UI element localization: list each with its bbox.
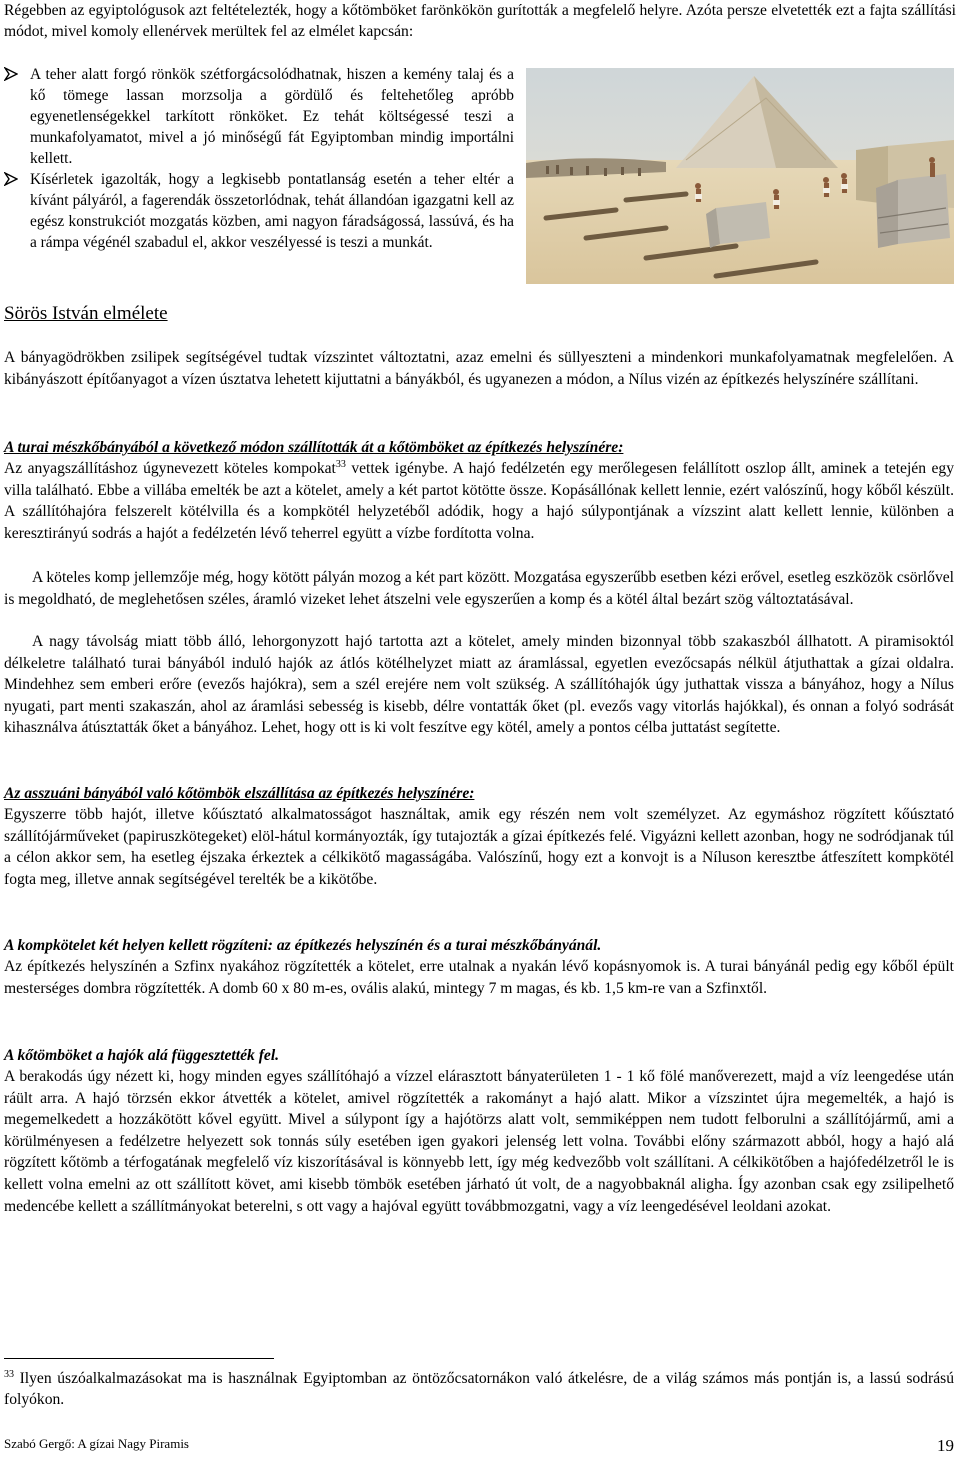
bullet-list [4,64,514,253]
footnote-reference: 33 [335,458,346,470]
subheading: A kompkötelet két helyen kellett rögzíteni: az építkezés helyszínén és a turai mészkőbányánál. [4,937,602,954]
bullet-text: Kísérletek igazolták, hogy a legkisebb pontatlanság esetén a teher eltér a kívánt pályáról, a fagerendák összetorlódnak, tehát állandóan igazgatni kell az egész konstrukciót mozgatás közben, ami nagyon fáradságossá, lassúvá, és ha a rámpa végénél szabadul el, akkor veszélyessé is teszi a munkát. [30,171,514,251]
page-number: 19 [937,1436,954,1455]
arrow-bullet-icon [4,172,18,186]
pyramid-construction-illustration [526,68,954,284]
footer-author-title: Szabó Gergő: A gízai Nagy Piramis [4,1436,189,1451]
bullet-item-2 [4,169,514,253]
footnote-divider [4,1358,274,1359]
paragraph: Egyszerre több hajót, illetve kőúsztató alkalmatosságot használtak, amik egy részén nem volt személyzet. Az egymáshoz rögzített kőúsztató szállítójárműveket (papiruszkötegeket) elöl-hátul kormányozták, így tutajozták a gízai építkezés felé. Vigyázni kellett azonban, hogy ne sodródjanak túl a célon akkor sem, ha esetleg éjszaka érkeztek a célkikötő magasságába. Valószínű, hogy ezt a konvojt is a Níluson keresztbe átfeszített kompkötél fogta meg, illetve annak segítségével terelték be a kikötőbe. [4,806,954,888]
footnote: $^{33}$ Ilyen úszóalkalmazásokat ma is használnak Egyiptomban az öntözőcsatornákon való átkelésre, de a világ számos más pontján is, a lassú sodrású folyókon. [4,1368,954,1408]
subheading: A kőtömböket a hajók alá függesztették fel. [4,1047,280,1064]
paragraph: A köteles komp jellemzője még, hogy kötött pályán mozog a két part között. Mozgatása egyszerűbb esetben kézi erővel, esetleg eszközök csörlővel is megoldható, de meglehetősen széles, áramló vizeket lehet átszelni vele egyszerűen a komp és a kötél által bezárt szög változtatásával. [4,569,954,608]
subheading: A turai mészkőbányából a következő módon szállították át a kőtömböket az építkezés helyszínére: [4,439,624,456]
arrow-bullet-icon [4,67,18,81]
footnote-number: 33 [4,1368,14,1380]
section-title: Sörös István elmélete [4,303,168,324]
subheading: Az asszuáni bányából való kőtömbök elszállítása az építkezés helyszínére: [4,785,475,802]
paragraph: A berakodás úgy nézett ki, hogy minden egyes szállítóhajó a vízzel elárasztott bányaterületen 1 - 1 kő fölé manőverezett, majd a víz leengedése után ráült arra. A hajó törzsén ekkor átvették a kötelet, amivel rögzítették a rakományt a hajó alatt. Mikor a vízszintet újra megemelték, a hajó is megemelkedett a hozzákötött kővel együtt. Mivel a súlypont így a hajótörzs alatt volt, semmiképpen nem tudott felborulni a szállítójármű, ami a körülményesen a fedélzetre helyezett sok tonnás súly esetében igen gyakori jelenség lett volna. További előny származott abból, hogy a hajó alá rögzített kőtömb a térfogatának megfelelő víz kiszorításával is könnyebb lett, így még kedvezőbb volt szállítani. A célkikötőben a hajófedélzetről le is kellett volna emelni az ott szállított követ, ami kisebb tömbök esetében járható út volt, de a nagyobbaknál aligha. Így azonban csak egy zsilipelhető medencébe kellett a szállítmányokat beterelni, s ott vagy a hajóval együtt továbbmozgatni, vagy a víz leengedésével leoldani azokat. [4,1068,954,1215]
paragraph: Az anyagszállításhoz úgynevezett köteles kompokat$^{33}$ vettek igénybe. A hajó fedélzetén egy merőlegesen felállított oszlop állt, aminek a tetején egy villa található. Ebbe a villába emelték be azt a kötelet, amely a két partot kötötte össze. Kopásállónak kellett lennie, ezért valószínű, hogy kőből készült. A szállítóhajóra felszerelt kötélvilla és a kompkötél helyzetéből adódik, hogy a hajó súlypontjának a vízszint alatt kellett lennie, különben a keresztirányú sodrás a hajót a fedélzetén lévő teherrel együtt a vízbe fordította volna. [4,458,954,542]
bullet-text: A teher alatt forgó rönkök szétforgácsolódhatnak, hiszen a kemény talaj és a kő tömege lassan morzsolja a gördülő és feltehetőleg apróbb egyenetlenségekkel tarkított rönköket. Ez tehát költségessé teszi a munkafolyamatot, mivel a jó minőségű fát Egyiptomban mindig importálni kellett. [30,66,514,167]
intro-paragraph: Régebben az egyiptológusok azt feltételezték, hogy a kőtömböket farönkökön gurították a megfelelő helyre. Azóta persze elvetették ezt a fajta szállítási módot, mivel komoly ellenérvek merültek fel az elmélet kapcsán: [4,2,956,40]
paragraph: A bányagödrökben zsilipek segítségével tudtak vízszintet változtatni, azaz emelni és süllyeszteni a mindenkori munkafolyamatnak megfelelően. A kibányászott építőanyagot a vízen úsztatva lehetett kijuttatni a bányákból, és ugyanezen a módon, a Nílus vizén az építkezés helyszínére szállítani. [4,349,954,388]
bullet-item-1 [4,64,514,169]
paragraph: Az építkezés helyszínén a Szfinx nyakához rögzítették a kötelet, erre utalnak a nyakán lévő kopásnyomok is. A turai bányánál pedig egy kőből épült mesterséges dombra rögzítették. A domb 60 x 80 m-es, ovális alakú, mintegy 7 m magas, és kb. 1,5 km-re van a Szfinxtől. [4,958,954,997]
paragraph: A nagy távolság miatt több álló, lehorgonyzott hajó tartotta azt a kötelet, amely minden bizonnyal több szakaszból állhatott. A piramisoktól délkeletre található turai bányából induló hajók az átlós kötélhelyzet miatt az áramlással, egyetlen evezőcsapás nélkül átjuthattak a gízai oldalra. Mindehhez sem emberi erőre (evezős hajókra), sem a szél erejére nem volt szükség. A szállítóhajók úgy juthattak vissza a bányához, hogy a Nílus nyugati, part menti szakaszán, ahol az áramlási sebesség is kisebb, délre vontatták őket (pl. evezős vagy vitorlás hajókkal), és onnan a folyó sodrását kihasználva átúsztatták őket a bányához. Lehet, hogy ott is ki volt feszítve egy kötél, amely a pontos célba juttatást segítette. [4,633,954,737]
